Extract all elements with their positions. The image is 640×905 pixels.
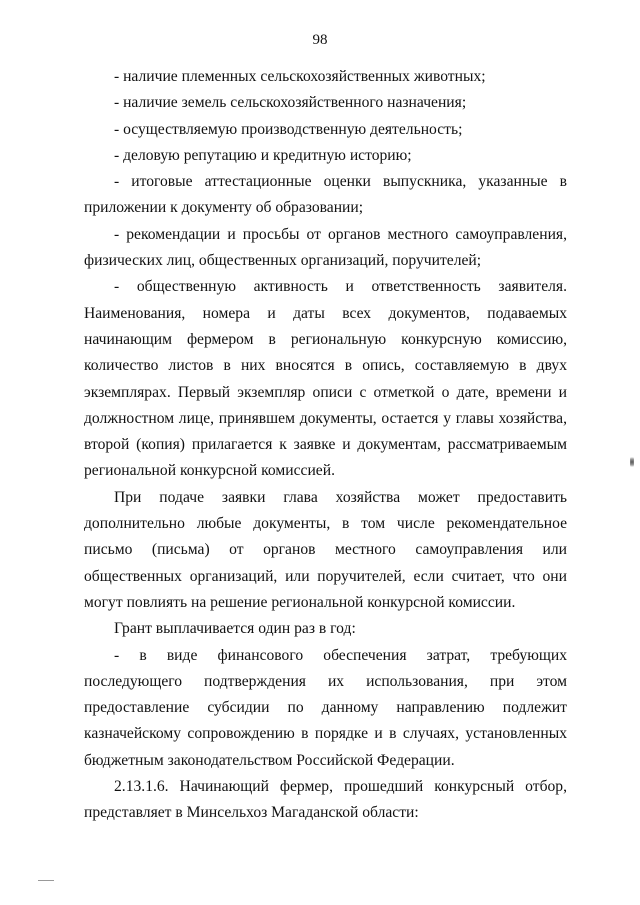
paragraph-production-activity: - осуществляемую производственную деятельность; (114, 120, 463, 138)
paragraph-additional-documents: При подаче заявки глава хозяйства может предоставить дополнительно любые документы, в том числе рекомендательное письмо (письма) от органов местного самоуправления или общественных организаций, или поручителей, если считает, что они могут повлиять на решение региональной конкурсной комиссии. (84, 488, 567, 611)
paragraph-section-2-13-1-6: 2.13.1.6. Начинающий фермер, прошедший конкурсный отбор, представляет в Минсельхоз Магаданской области: (84, 778, 567, 822)
paragraph-recommendations: - рекомендации и просьбы от органов местного самоуправления, физических лиц, общественных организаций, поручителей; (84, 225, 567, 270)
paragraph-breeding-animals: - наличие племенных сельскохозяйственных животных; (114, 68, 486, 85)
scan-speck-mark (630, 455, 634, 469)
paragraph-agricultural-land: - наличие земель сельскохозяйственного назначения; (114, 94, 467, 112)
page-number: 98 (312, 32, 328, 48)
paragraph-public-activity: - общественную активность и ответственность заявителя. Наименования, номера и даты всех документов, подаваемых начинающим фермером в региональную конкурсную комиссию, количество листов в них вносятся в опись, составляемую в двух экземплярах. Первый экземпляр описи с отметкой о дате, времени и должностном лице, принявшем документы, остается у главы хозяйства, второй (копия) прилагается к заявке и документам, рассматриваемым региональной конкурсной комиссией. (84, 278, 567, 480)
paragraph-financial-support: - в виде финансового обеспечения затрат, требующих последующего подтверждения их использования, при этом предоставление субсидии по данному направлению подлежит казначейскому сопровождению в порядке и в случаях, установленных бюджетным законодательством Российской Федерации. (84, 646, 567, 769)
paragraph-grant-once-a-year: Грант выплачивается один раз в год: (114, 620, 356, 638)
paragraph-business-reputation: - деловую репутацию и кредитную историю; (114, 146, 412, 164)
scan-footer-mark (38, 880, 54, 881)
body-text (84, 64, 567, 827)
paragraph-graduate-grades: - итоговые аттестационные оценки выпускника, указанные в приложении к документу об образовании; (84, 173, 567, 217)
